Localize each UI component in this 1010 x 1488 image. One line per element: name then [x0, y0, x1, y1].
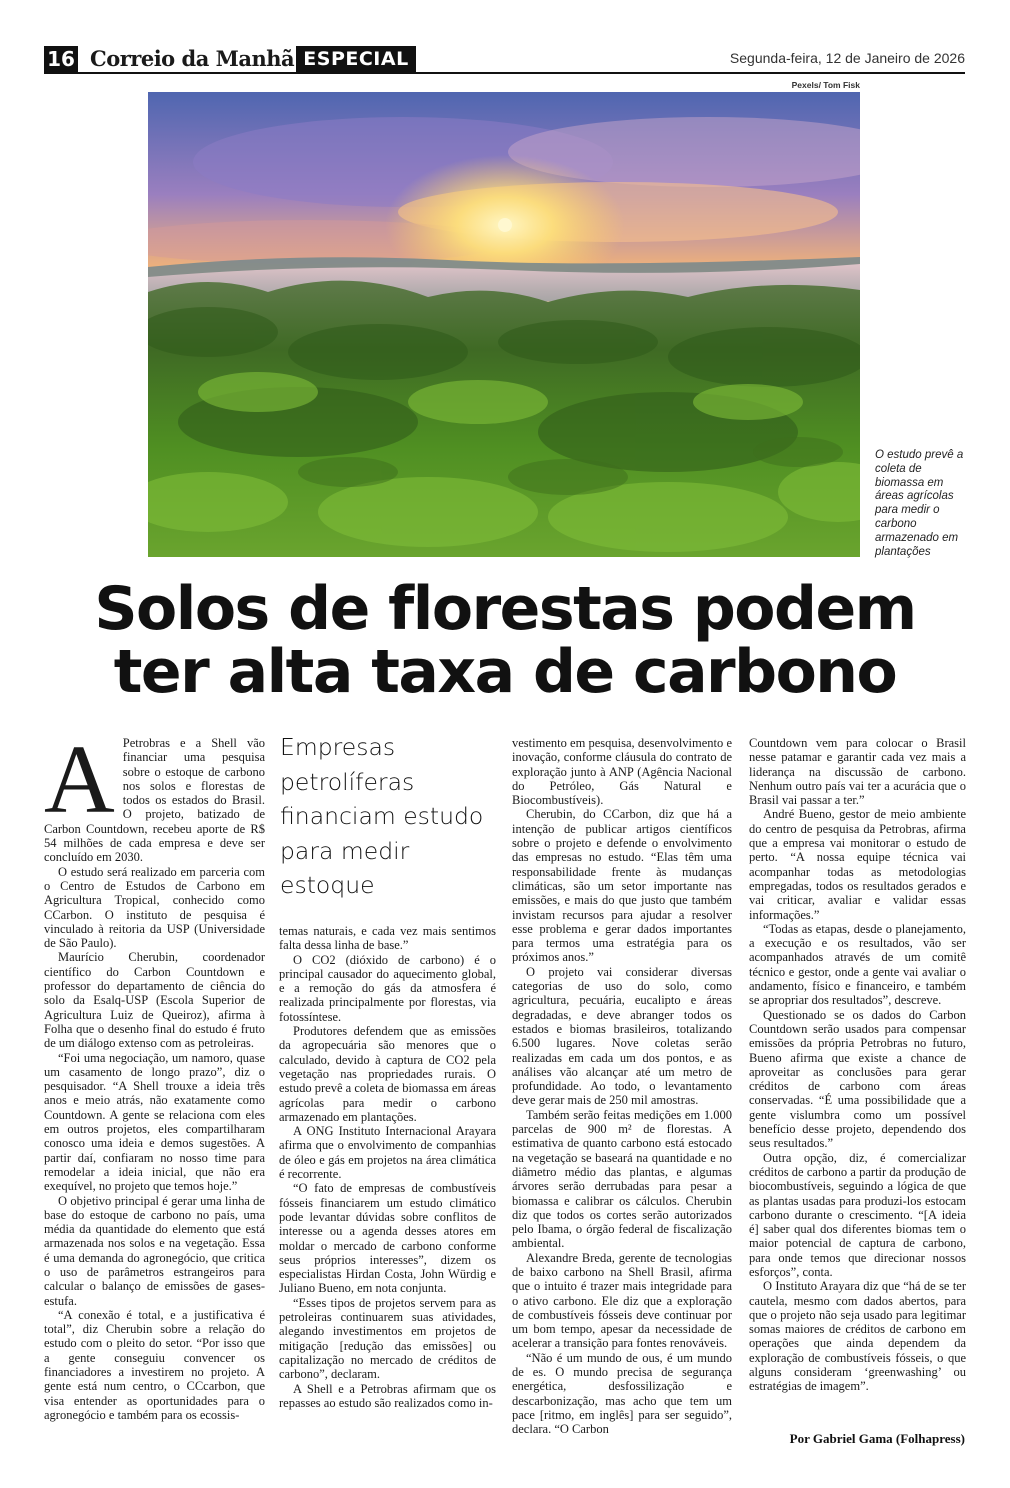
- paragraph: “Foi uma negociação, um namoro, quase um casamento de longo prazo”, diz o pesquisador. “A Shell trouxe a ideia três anos e meio atrás, não exatamente como Countdown. A gente se relaciona com eles em outros projetos, eles compartilharam conosco uma ideia e demos sugestões. A partir daí, confiaram no nosso time para remodelar a ideia inicial, que não era exequível, no projeto que temos hoje.”: [44, 1050, 265, 1194]
- article-column-3: [512, 736, 732, 1437]
- paragraph: O Instituto Arayara diz que “há de se ter cautela, mesmo com dados abertos, para que o projeto não seja usado para legitimar somas maiores de créditos de carbono em operações que ainda dependem da exploração de combustíveis fósseis, o que alguns consideram ‘greenwashing’ ou estratégias de imagem”.: [749, 1279, 966, 1394]
- paragraph: “A conexão é total, e a justificativa é total”, diz Cherubin sobre a relação do estudo com o pleito do setor. “Por isso que a gente conseguiu convencer os financiadores a investirem no projeto. A gente está num centro, o CCcarbon, que visa entender as oportunidades para o agronegócio e também para os ecossis-: [44, 1307, 265, 1422]
- paragraph: vestimento em pesquisa, desenvolvimento e inovação, conforme cláusula do contrato de exploração junto à ANP (Agência Nacional do Petróleo, Gás Natural e Biocombustíveis).: [512, 736, 732, 808]
- paragraph: Alexandre Breda, gerente de tecnologias de baixo carbono na Shell Brasil, afirma que o intuito é trazer mais integridade para o ativo carbono. Ele diz que a exploração de combustíveis fósseis deve continuar por um bom tempo, apesar da necessidade de acelerar a transição para fontes renováveis.: [512, 1250, 732, 1351]
- newspaper-name: Correio da Manhã: [90, 46, 295, 71]
- paragraph: “O fato de empresas de combustíveis fósseis financiarem um estudo climático pode levantar dúvidas sobre conflitos de interesse ou a agenda desses atores em moldar o mercado de carbono conforme seus próprios interesses”, dizem os especialistas Hirdan Costa, John Würdig e Juliano Bueno, em nota conjunta.: [279, 1181, 496, 1296]
- section-label: ESPECIAL: [296, 46, 416, 72]
- issue-date: Segunda-feira, 12 de Janeiro de 2026: [729, 50, 965, 66]
- header-rule: [44, 72, 965, 74]
- photo-credit: Pexels/ Tom Fisk: [791, 80, 860, 90]
- forest-sunrise-photo: [148, 92, 860, 557]
- paragraph: O objetivo principal é gerar uma linha de base do estoque de carbono no país, uma média da quantidade do elemento que está armazenada nos solos e na vegetação. Essa é uma demanda do agronegócio, que critica o uso de parâmetros estrangeiros para calcular o balanço de emissões de gases-estufa.: [44, 1193, 265, 1308]
- paragraph: “Todas as etapas, desde o planejamento, a execução e os resultados, vão ser acompanhados através de um comitê técnico e gestor, onde a gente vai avaliar o andamento, físico e financeiro, e também se apropriar dos resultados”, descreve.: [749, 921, 966, 1008]
- paragraph: Outra opção, diz, é comercializar créditos de carbono a partir da produção de biocombustíveis, seguindo a lógica de que as plantas usadas para produzi-los estocam carbono durante o crescimento. “[A ideia é] saber qual dos diferentes biomas tem o maior potencial de captura de carbono, para onde temos que direcionar nossos esforços”, conta.: [749, 1150, 966, 1279]
- byline: Por Gabriel Gama (Folhapress): [789, 1431, 965, 1446]
- drop-cap: A: [44, 726, 115, 834]
- paragraph: O projeto vai considerar diversas categorias de uso do solo, como agricultura, pecuária, eucalipto e áreas degradadas, e deve abranger todos os estados e biomas brasileiros, totalizando 6.500 lugares. Nove coletas serão realizadas em cada um dos pontos, e as análises vão alcançar até um metro de profundidade. Ao todo, o levantamento deve gerar mais de 250 mil amostras.: [512, 964, 732, 1108]
- paragraph: Questionado se os dados do Carbon Countdown serão usados para compensar emissões da própria Petrobras no futuro, Bueno afirma que existe a chance de aproveitar as conclusões para gerar créditos de carbono com áreas conservadas. “É uma possibilidade que a gente vislumbra como um possível benefício desse projeto, dependendo dos seus resultados.”: [749, 1007, 966, 1151]
- paragraph: Petrobras e a Shell vão financiar uma pesquisa sobre o estoque de carbono nos solos e florestas de todos os estados do Brasil. O projeto, batizado de Carbon Countdown, recebeu aporte de R$ 54 milhões de cada empresa e deve ser concluído em 2030.: [44, 736, 265, 865]
- paragraph: A Shell e a Petrobras afirmam que os repasses ao estudo são realizados como in-: [279, 1381, 496, 1410]
- article-column-4: [749, 736, 966, 1394]
- article-column-2: [279, 924, 496, 1410]
- paragraph: Maurício Cherubin, coordenador científico do Carbon Countdown e professor do departamento de ciência do solo da Esalq-USP (Escola Superior de Agricultura Luiz de Queiroz), afirma à Folha que o desenho final do estudo é fruto de um diálogo extenso com as petroleiras.: [44, 950, 265, 1051]
- paragraph: André Bueno, gestor de meio ambiente do centro de pesquisa da Petrobras, afirma que a empresa vai monitorar o estudo de perto. “A nossa equipe técnica vai acompanhar todas as metodologias empregadas, todos os resultados gerados e vai criticar, avaliar e validar essas informações.”: [749, 807, 966, 922]
- paragraph: temas naturais, e cada vez mais sentimos falta dessa linha de base.”: [279, 924, 496, 953]
- paragraph: Cherubin, do CCarbon, diz que há a intenção de publicar artigos científicos sobre o projeto e defende o envolvimento das empresas no estudo. “Elas têm uma responsabilidade frente às mudanças climáticas, são um setor importante nas emissões, e mais do que justo que também invistam recursos para ajudar a resolver esse problema e gerar dados importantes para termos uma estratégia para os próximos anos.”: [512, 807, 732, 965]
- deck-subheadline: Empresas petrolíferas financiam estudo para medir estoque: [280, 733, 484, 899]
- paragraph: A ONG Instituto Internacional Arayara afirma que o envolvimento de companhias de óleo e gás em projetos na área climática é recorrente.: [279, 1124, 496, 1182]
- paragraph: Countdown vem para colocar o Brasil nesse patamar e garantir cada vez mais a liderança na discussão de carbono. Nenhum outro país vai ter a acurácia que o Brasil vai passar a ter.”: [749, 736, 966, 808]
- paragraph: Também serão feitas medições em 1.000 parcelas de 900 m² de florestas. A estimativa de quanto carbono está estocado na vegetação se baseará na quantidade e no diâmetro médio das plantas, e algumas árvores serão derrubadas para pesar a biomassa e calibrar os cálculos. Cherubin diz que todos os cortes serão autorizados pelo Ibama, o órgão federal de fiscalização ambiental.: [512, 1107, 732, 1251]
- page-number: 16: [44, 46, 78, 72]
- paragraph: “Não é um mundo de ous, é um mundo de es. O mundo precisa de segurança energética, desfossilização e descarbonização, mas acho que tem um pace [ritmo, em inglês] para ser seguido”, declara. “O Carbon: [512, 1350, 732, 1437]
- headline: Solos de florestas podem ter alta taxa de carbono: [94, 574, 916, 707]
- paragraph: O estudo será realizado em parceria com o Centro de Estudos de Carbono em Agricultura Tropical, conhecido como CCarbon. O instituto de pesquisa é vinculado à reitoria da USP (Universidade de São Paulo).: [44, 864, 265, 951]
- paragraph: O CO2 (dióxido de carbono) é o principal causador do aquecimento global, e a remoção do gás da atmosfera é realizada principalmente por florestas, via fotossíntese.: [279, 952, 496, 1024]
- photo-caption: O estudo prevê a coleta de biomassa em áreas agrícolas para medir o carbono armazenado em plantações: [875, 449, 964, 558]
- article-column-1: [44, 726, 265, 1422]
- paragraph: Produtores defendem que as emissões da agropecuária são menores que o calculado, devido à captura de CO2 pela vegetação nas propriedades rurais. O estudo prevê a coleta de biomassa em áreas agrícolas para medir o carbono armazenado em plantações.: [279, 1024, 496, 1124]
- paragraph: “Esses tipos de projetos servem para as petroleiras continuarem suas atividades, alegando investimentos em projetos de mitigação [redução das emissões] ou capitalização no mercado de créditos de carbono”, declaram.: [279, 1295, 496, 1382]
